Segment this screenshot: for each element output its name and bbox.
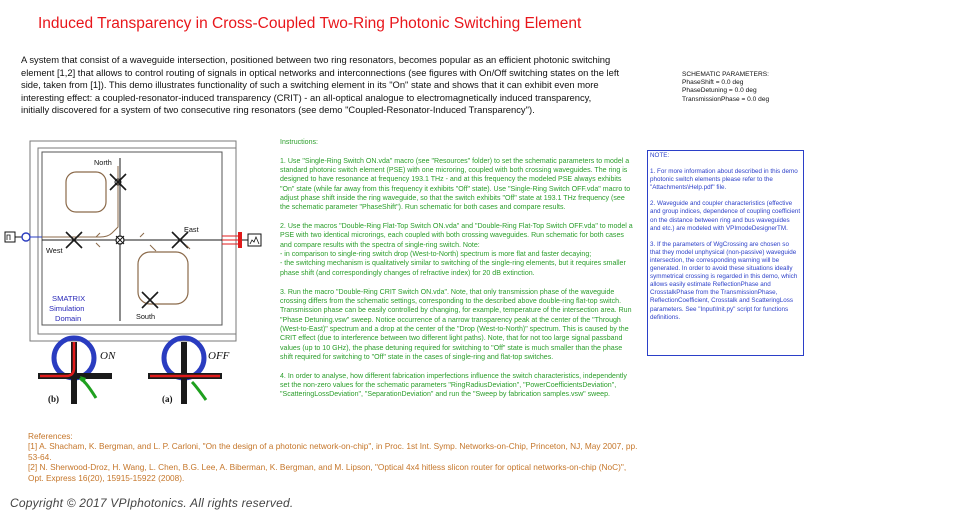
- schematic-diagram: [0, 136, 280, 426]
- reference-1: [1] A. Shacham, K. Bergman, and L. P. Carloni, "On the design of a photonic network-on-chip", in Proc. 1st Int. Symp. Networks-on-Chip, Princeton, NJ, May 2007, pp. 53-64.: [28, 441, 638, 462]
- parameter-phase-detuning[interactable]: PhaseDetuning = 0.0 deg: [682, 87, 757, 95]
- smatrix-label-line2: Simulation: [49, 304, 85, 313]
- note-heading: NOTE:: [650, 152, 670, 159]
- switch-off-figure: [148, 338, 230, 404]
- page-title: Induced Transparency in Cross-Coupled Two-Ring Photonic Switching Element: [38, 15, 582, 32]
- instructions-panel: [280, 138, 635, 400]
- output-port-icon[interactable]: [238, 232, 242, 248]
- port-label-north: North: [94, 158, 112, 167]
- note-item-1: 1. For more information about described in this demo photonic switch elements please refer to the "Attachments\Help.pdf" file.: [650, 168, 798, 192]
- crossing-south[interactable]: [142, 292, 158, 308]
- ring-resonator-upper[interactable]: [66, 172, 106, 212]
- off-label: OFF: [208, 350, 230, 362]
- schematic-parameters-heading: SCHEMATIC PARAMETERS:: [682, 71, 769, 78]
- parameter-phase-shift[interactable]: PhaseShift = 0.0 deg: [682, 79, 744, 87]
- references: [28, 431, 638, 483]
- port-label-east: East: [184, 225, 199, 234]
- reference-2: [2] N. Sherwood-Droz, H. Wang, L. Chen, B.G. Lee, A. Biberman, K. Bergman, and M. Lipson, "Optical 4x4 hitless slicon router for optical networks-on-chip (NoC)", Opt. Express 16(20), 15915-15922 (2008).: [28, 462, 627, 483]
- port-label-south: South: [136, 312, 156, 321]
- note-box: [647, 150, 804, 356]
- smatrix-label-line3: Domain: [55, 314, 82, 323]
- smatrix-label-line1: SMATRIX: [52, 294, 86, 303]
- note-item-2: 2. Waveguide and coupler characteristics (effective and group indices, dependence of coupling coefficient on the distance between ring and bus waveguides and etc.) are modeled with VPImodeDesignerTM.: [650, 200, 801, 232]
- off-green-arrow: [192, 382, 206, 400]
- switch-on-figure: [38, 338, 116, 404]
- copyright-notice: Copyright © 2017 VPIphotonics. All rights reserved.: [10, 496, 294, 510]
- instruction-step-2: 2. Use the macros "Double-Ring Flat-Top Switch ON.vda" and "Double-Ring Flat-Top Switch OFF.vda" to model a PSE with two identical microrings, each coupled with both crossing waveguides. Run schematic for both cases and compare results with the spectra of single-ring switch. Note: - in comparison to single-ring switch drop (West-to-North) spectrum is more flat and faster decaying; - the switching mechanism is qualitatively similar to switching of the single-ring elements, but it requires smaller phase shift (and correspondingly changes of refractive index) for 20 dB extinction.: [280, 223, 633, 277]
- instructions-heading: Instructions:: [280, 139, 318, 146]
- case-a-label: (a): [162, 394, 173, 404]
- input-port-icon[interactable]: [22, 233, 30, 241]
- port-label-west: West: [46, 246, 63, 255]
- on-label: ON: [100, 350, 116, 362]
- on-green-arrow: [80, 378, 96, 398]
- intro-paragraph: A system that consist of a waveguide intersection, positioned between two ring resonators, becomes popular as an efficient photonic switching element [1,2] that allows to control routing of signals in optical networks and interconnections (see figures with On/Off switching states on the left side, taken from [1]). This demo illustrates functionality of such a switching element in its "On" state and shows that it can exhibit even more interesting effect: a coupled-resonator-induced transparency (CRIT) - an all-optical analogue to electromagnetically induced transparency, initially discovered for a system of two consecutive ring resonators (see demo "Coupled-Resonator-Induced Transparency").: [21, 54, 620, 116]
- instruction-step-3: 3. Run the macro "Double-Ring CRIT Switch ON.vda". Note, that only transmission phase of the waveguide crossing differs from the schematic settings, corresponding to the described above double-ring flat-top switch. Transmission phase can be easily controlled by changing, for example, temperature of the intersection area. Run "Phase Detuning.vsw" sweep. Notice occurrence of a narrow transparency peak at the center of the "Through (West-to-East)" spectrum and a drop at the center of the "Drop (West-to-North)" spectrum. This is caused by the CRIT effect (due to interference between two different light paths). Note, that for not too large signal passband values (up to 10 GHz), the phase detuning required for switching to "Off" state is much smaller than the phase shift required for switching to "Off" state in the cases of single-ring and flat-top switches.: [280, 288, 632, 361]
- parameter-transmission-phase[interactable]: TransmissionPhase = 0.0 deg: [682, 95, 770, 103]
- coupler-stubs-right: [150, 245, 190, 251]
- schematic-parameters: [682, 71, 769, 104]
- references-heading: References:: [28, 431, 73, 441]
- note-item-3: 3. If the parameters of WgCrossing are chosen so that they model unphysical (non-passive) waveguide intersection, the corresponding warning will be generated. In order to avoid these situations ideally symmetrical crossing is regarded in this demo, which allows easily estimate ReflectionPhase and CrosstalkPhase from the TransmissionPhase, ReflectionCoefficient, Crosstalk and ScatteringLoss parameters. See "Input\Init.py" script for functions definitions.: [650, 240, 798, 321]
- instruction-step-4: 4. In order to analyse, how different fabrication imperfections influence the switch characteristics, independently set the non-zero values for the schematic parameters "RingRadiusDeviation", "PowerCoefficientsDeviation", "ScatteringLossDeviation", "SeparationDeviation" and run the "Sweep by fabrication samples.vsw" sweep.: [280, 372, 627, 399]
- case-b-label: (b): [48, 394, 59, 404]
- instruction-step-1: 1. Use "Single-Ring Switch ON.vda" macro (see "Resources" folder) to set the schematic parameters to model a standard photonic switch element (PSE) with one microring, coupled with both crossing waveguides. The ring is designed to have resonance at frequency 193.1 THz - and at this frequency the modeled PSE always exhibits "On" state (while far away from this frequency it exhibits "Off" state). Use "Single-Ring Switch OFF.vda" macro to adjust phase shift inside the ring waveguide, so that the switch exhibits "Off" state at 193.1 THz frequency (see the schematic parameter "PhaseShift"). Run schematic for both cases and compare results.: [280, 157, 631, 212]
